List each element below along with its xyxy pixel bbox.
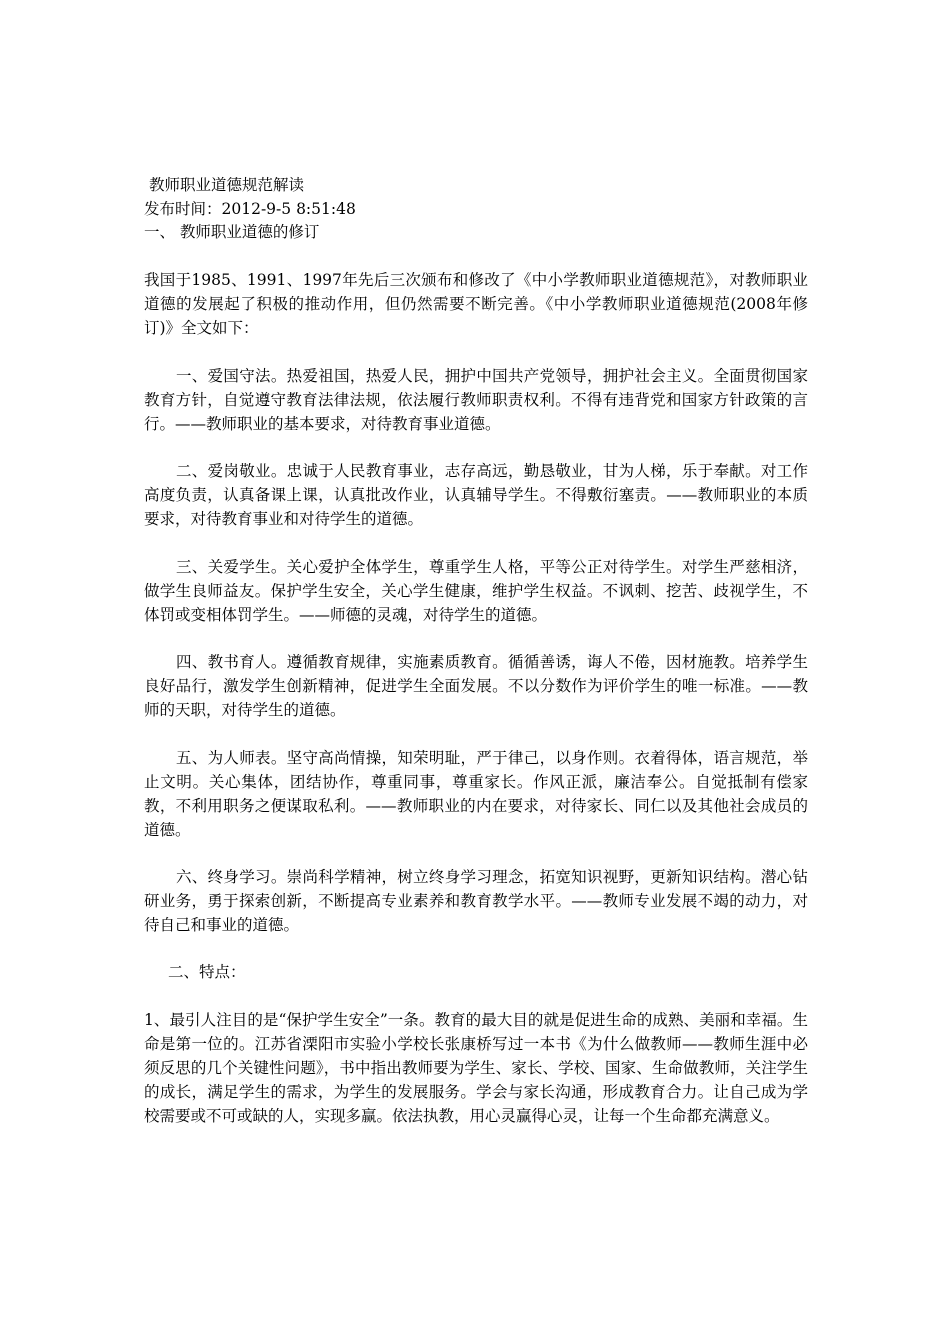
document-title: 教师职业道德规范解读 (149, 176, 305, 194)
rule-4: 四、教书育人。遵循教育规律，实施素质教育。循循善诱，诲人不倦，因材施教。培养学生良好品行，激发学生创新精神，促进学生全面发展。不以分数作为评价学生的唯一标准。——教师的天职，对待学生的道德。 (144, 653, 808, 719)
intro-paragraph: 我国于1985、1991、1997年先后三次颁布和修改了《中小学教师职业道德规范》，对教师职业道德的发展起了积极的推动作用，但仍然需要不断完善。《中小学教师职业道德规范(2008年修订)》全文如下： (144, 271, 808, 337)
section1-heading: 一、 教师职业道德的修订 (144, 223, 320, 241)
rule-3: 三、关爱学生。关心爱护全体学生，尊重学生人格，平等公正对待学生。对学生严慈相济，做学生良师益友。保护学生安全，关心学生健康，维护学生权益。不讽刺、挖苦、歧视学生，不体罚或变相体罚学生。——师德的灵魂，对待学生的道德。 (144, 557, 808, 624)
rule-2: 二、爱岗敬业。忠诚于人民教育事业，志存高远，勤恳敬业，甘为人梯，乐于奉献。对工作高度负责，认真备课上课，认真批改作业，认真辅导学生。不得敷衍塞责。——教师职业的本质要求，对待教育事业和对待学生的道德。 (144, 462, 808, 528)
rule-1: 一、爱国守法。热爱祖国，热爱人民，拥护中国共产党领导，拥护社会主义。全面贯彻国家教育方针，自觉遵守教育法律法规，依法履行教师职责权利。不得有违背党和国家方针政策的言行。——教师职业的基本要求，对待教育事业道德。 (144, 366, 808, 433)
publish-time: 发布时间：2012-9-5 8:51:48 (144, 199, 356, 218)
point-1-paragraph: 1、最引人注目的是“保护学生安全”一条。教育的最大目的就是促进生命的成熟、美丽和幸福。生命是第一位的。江苏省溧阳市实验小学校长张康桥写过一本书《为什么做教师——教师生涯中必须反思的几个关键性问题》，书中指出教师要为学生、家长、学校、国家、生命做教师，关注学生的成长，满足学生的需求，为学生的发展服务。学会与家长沟通，形成教育合力。让自己成为学校需要或不可或缺的人，实现多赢。依法执教，用心灵赢得心灵，让每一个生命都充满意义。 (144, 1010, 808, 1125)
rule-5: 五、为人师表。坚守高尚情操，知荣明耻，严于律己，以身作则。衣着得体，语言规范，举止文明。关心集体，团结协作，尊重同事，尊重家长。作风正派，廉洁奉公。自觉抵制有偿家教，不利用职务之便谋取私利。——教师职业的内在要求，对待家长、同仁以及其他社会成员的道德。 (144, 748, 808, 839)
section2-heading: 二、特点： (168, 962, 246, 981)
document-page (144, 174, 808, 1128)
rule-6: 六、终身学习。崇尚科学精神，树立终身学习理念，拓宽知识视野，更新知识结构。潜心钻研业务，勇于探索创新，不断提高专业素养和教育教学水平。——教师专业发展不竭的动力，对待自己和事业的道德。 (144, 868, 808, 934)
